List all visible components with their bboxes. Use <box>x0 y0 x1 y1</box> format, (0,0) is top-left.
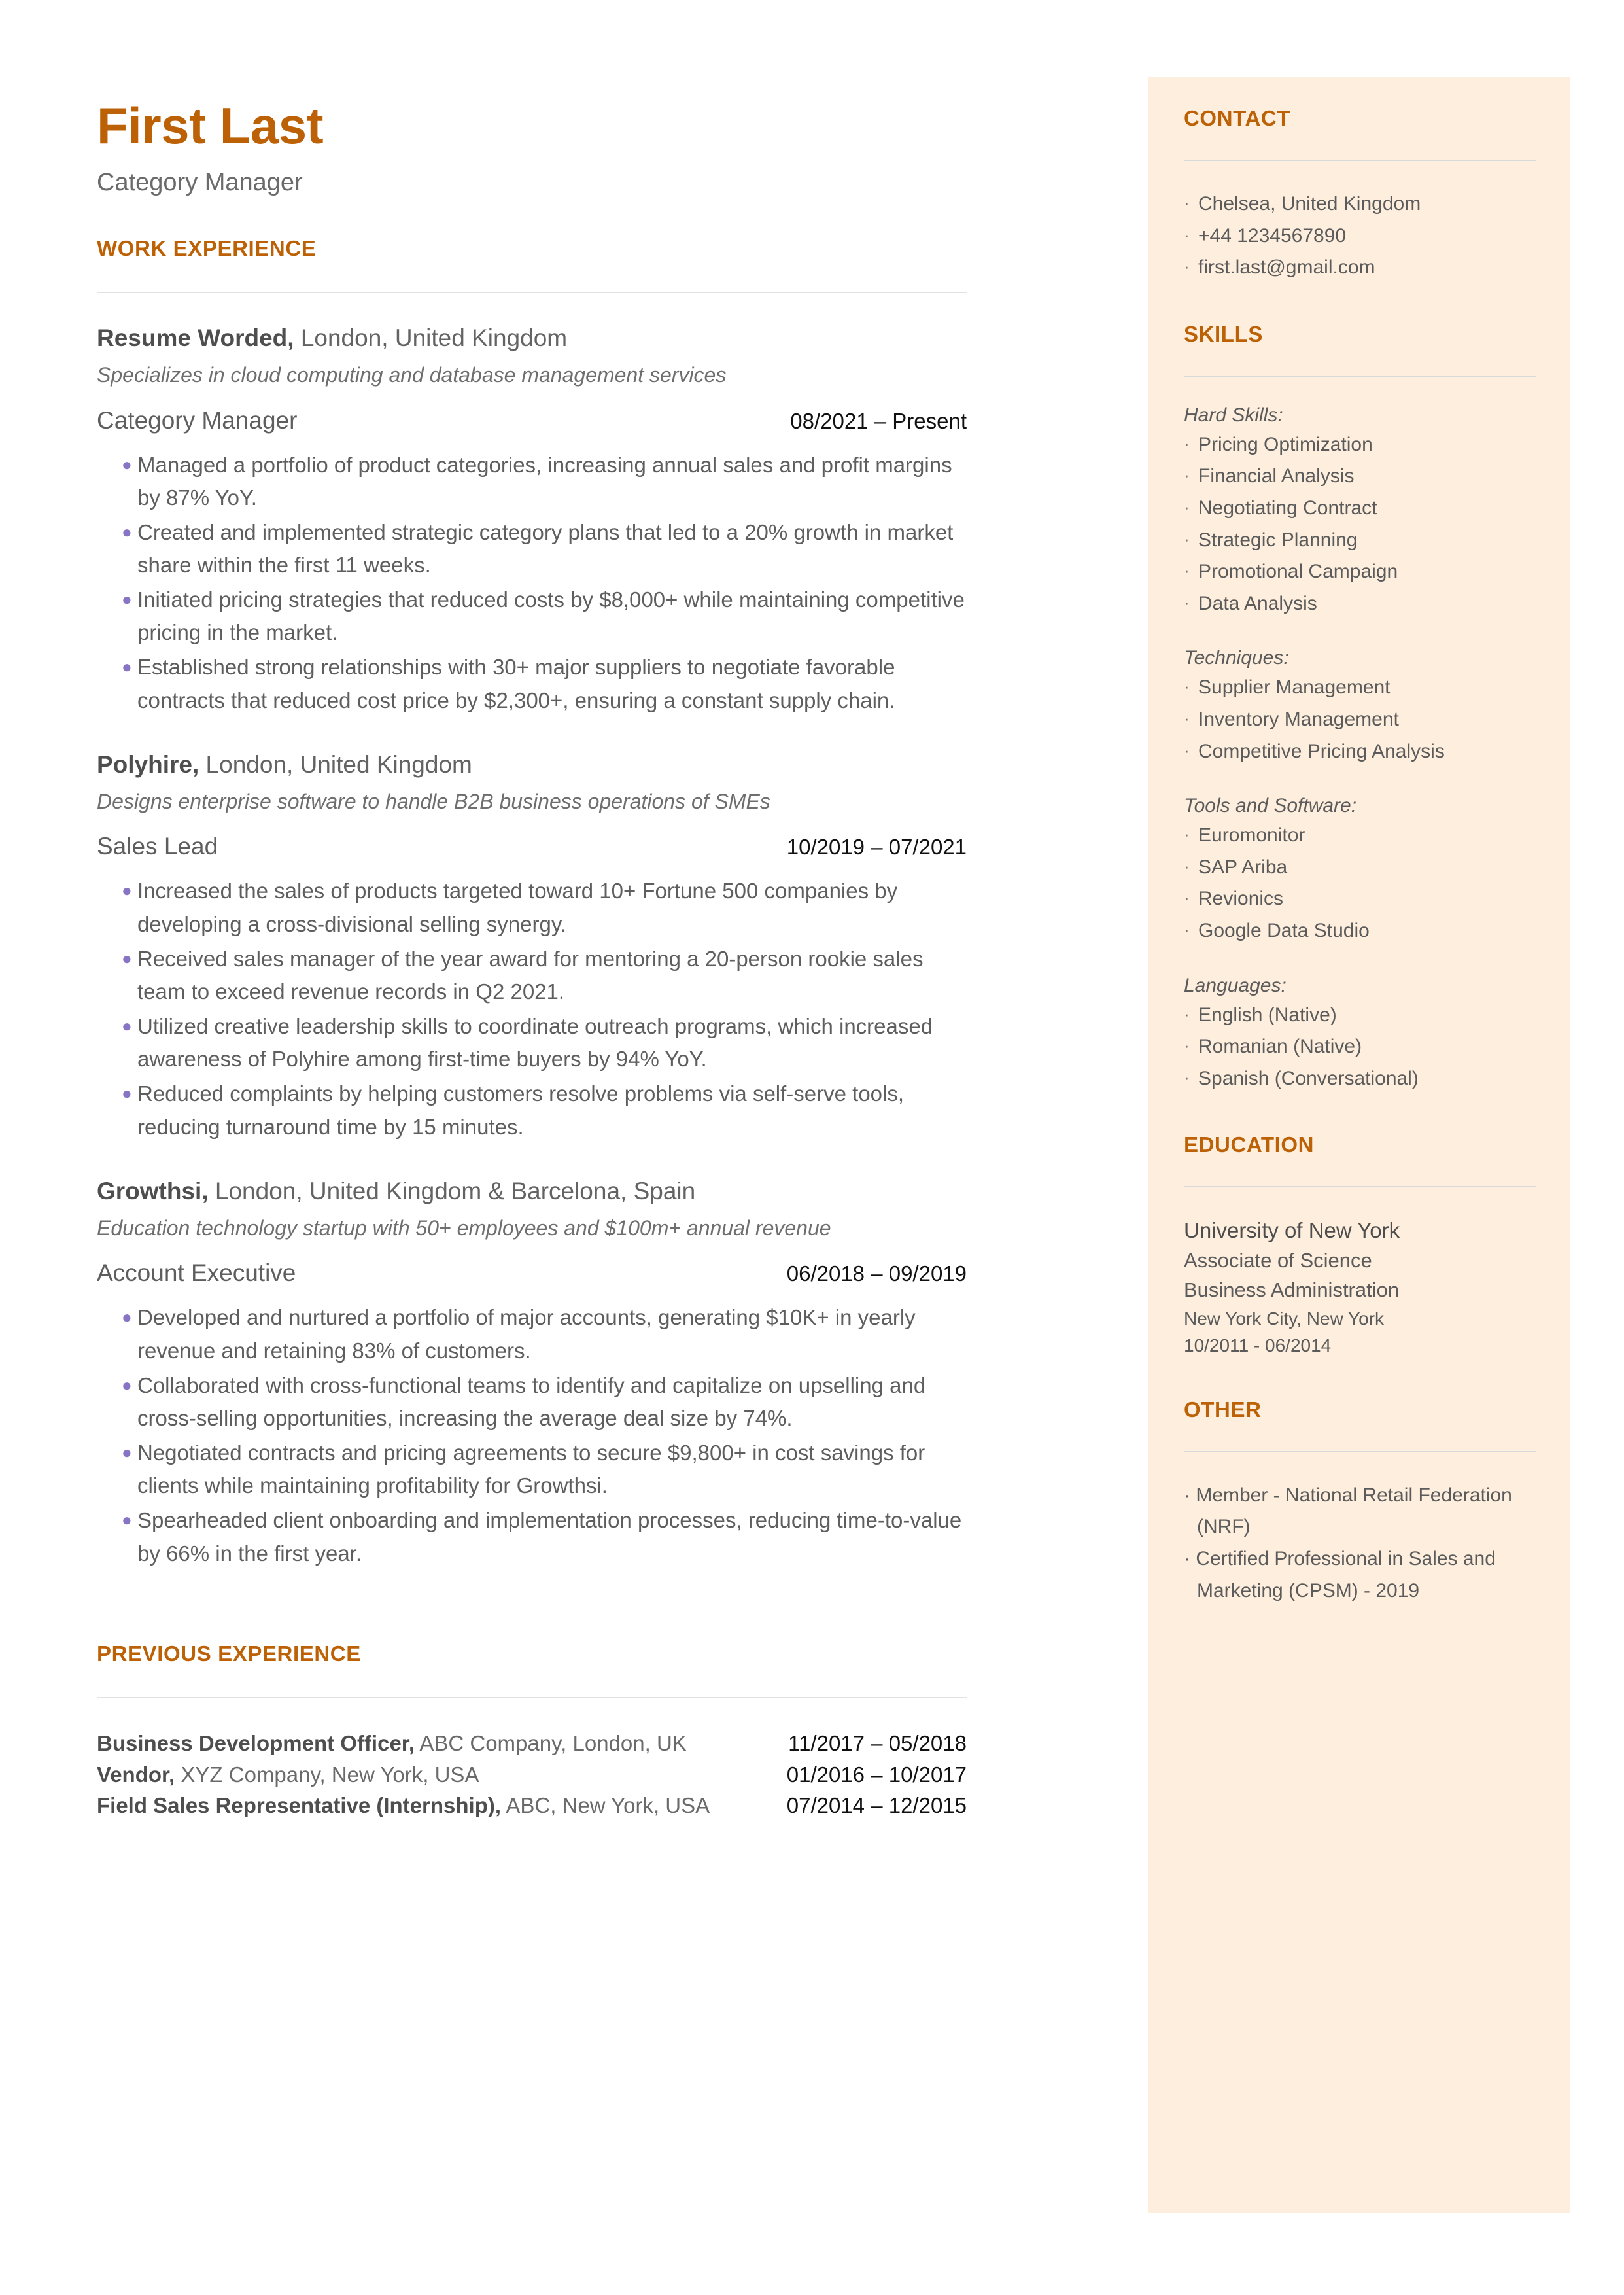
skill-item <box>1184 525 1536 557</box>
job-company-name: Resume Worded, <box>97 324 294 351</box>
previous-experience-detail: ABC Company, London, UK <box>415 1730 687 1755</box>
skill-item <box>1184 493 1536 525</box>
job-company-name: Growthsi, <box>97 1177 209 1204</box>
bullet-icon: ● <box>122 1307 132 1327</box>
bullet-icon: ● <box>122 948 132 968</box>
skill-item-label: Promotional Campaign <box>1198 561 1398 583</box>
other-list <box>1184 1480 1536 1607</box>
bullet-icon: ● <box>122 589 132 610</box>
job-entry <box>97 323 967 749</box>
job-entry <box>97 749 967 1176</box>
bullet-icon: · <box>1184 465 1190 485</box>
skills-group <box>1184 404 1536 620</box>
contact-section <box>1184 106 1536 284</box>
job-bullet <box>97 1437 967 1502</box>
skills-group-label: Tools and Software: <box>1184 795 1357 817</box>
job-role-row <box>97 1259 967 1287</box>
bullet-icon: · <box>1184 740 1190 760</box>
job-company-line <box>97 749 967 781</box>
job-bullet <box>97 449 967 514</box>
bullet-icon: · <box>1184 676 1190 697</box>
skills-divider <box>1184 376 1536 377</box>
skill-item <box>1184 672 1536 704</box>
work-experience-list <box>97 323 967 1602</box>
skill-item-label: Revionics <box>1198 888 1284 910</box>
skill-item <box>1184 1063 1536 1095</box>
previous-experience-heading: PREVIOUS EXPERIENCE <box>97 1641 361 1666</box>
job-bullet-text: Created and implemented strategic category plans that led to a 20% growth in market share within the first 11 weeks. <box>137 519 954 577</box>
contact-item-label: +44 1234567890 <box>1198 224 1347 247</box>
work-experience-divider <box>97 292 967 293</box>
previous-experience-dates: 11/2017 – 05/2018 <box>788 1730 967 1755</box>
spacer <box>97 1572 967 1602</box>
job-bullet-list <box>97 875 967 1143</box>
job-bullet-text: Utilized creative leadership skills to coordinate outreach programs, which increased awareness of Polyhire among first-time buyers by 94% YoY. <box>137 1014 933 1072</box>
spacer <box>1184 767 1536 795</box>
job-bullet <box>97 1301 967 1367</box>
bullet-icon: ● <box>122 657 132 677</box>
skills-group <box>1184 975 1536 1095</box>
skill-item-label: Inventory Management <box>1198 708 1399 730</box>
skill-item <box>1184 556 1536 588</box>
bullet-icon: · <box>1184 1067 1190 1087</box>
spacer <box>97 1146 967 1176</box>
page-title: First Last <box>97 97 324 154</box>
job-entry <box>97 1176 967 1602</box>
job-bullet-text: Collaborated with cross-functional teams to identify and capitalize on upselling and cross-selling opportunities, increasing the average deal size by 74%. <box>137 1373 926 1430</box>
previous-experience-row <box>97 1759 967 1791</box>
bullet-icon: · <box>1184 561 1190 581</box>
job-bullet-list <box>97 449 967 717</box>
skill-item <box>1184 588 1536 620</box>
education-degree: Associate of Science <box>1184 1249 1372 1272</box>
headline: Category Manager <box>97 168 303 196</box>
job-company-location: London, United Kingdom & Barcelona, Spain <box>208 1177 696 1204</box>
bullet-icon: · <box>1184 433 1190 453</box>
job-bullet-text: Managed a portfolio of product categories, increasing annual sales and profit margins by 87% YoY. <box>137 452 952 510</box>
sidebar <box>1148 77 1570 2213</box>
skill-item-label: English (Native) <box>1198 1004 1337 1026</box>
contact-list <box>1184 188 1536 284</box>
work-experience-heading: WORK EXPERIENCE <box>97 236 317 260</box>
job-bullet-text: Developed and nurtured a portfolio of major accounts, generating $10K+ in yearly revenue and retaining 83% of customers. <box>137 1305 916 1363</box>
skill-item <box>1184 1000 1536 1032</box>
contact-item-label: first.last@gmail.com <box>1198 256 1375 279</box>
bullet-icon: · <box>1184 824 1190 845</box>
job-role-dates: 06/2018 – 09/2019 <box>786 1261 967 1286</box>
bullet-icon: ● <box>122 1510 132 1530</box>
skill-item <box>1184 461 1536 493</box>
spacer <box>1184 1359 1536 1397</box>
skill-item-label: Google Data Studio <box>1198 919 1370 941</box>
job-company-location: London, United Kingdom <box>294 324 568 351</box>
job-company-location: London, United Kingdom <box>199 750 472 778</box>
education-section <box>1184 1132 1536 1359</box>
education-field: Business Administration <box>1184 1278 1400 1302</box>
job-role-dates: 08/2021 – Present <box>790 408 967 433</box>
job-company-description: Designs enterprise software to handle B2B business operations of SMEs <box>97 789 770 813</box>
bullet-icon: · <box>1184 1036 1190 1056</box>
contact-divider <box>1184 160 1536 161</box>
job-bullet <box>97 943 967 1008</box>
job-bullet <box>97 651 967 716</box>
previous-experience-title: Field Sales Representative (Internship), <box>97 1793 502 1818</box>
previous-experience-list <box>97 1728 967 1822</box>
skill-item-label: Competitive Pricing Analysis <box>1198 740 1445 762</box>
previous-experience-title-detail <box>97 1790 787 1821</box>
job-bullet <box>97 1504 967 1569</box>
job-role-row <box>97 833 967 860</box>
skills-group-list <box>1184 672 1536 767</box>
bullet-icon: · <box>1184 919 1190 939</box>
previous-experience-detail: XYZ Company, New York, USA <box>175 1762 479 1787</box>
contact-item-label: Chelsea, United Kingdom <box>1198 193 1421 215</box>
other-section <box>1184 1397 1536 1607</box>
job-role-title: Account Executive <box>97 1259 296 1287</box>
job-role-row <box>97 407 967 434</box>
skill-item-label: SAP Ariba <box>1198 856 1288 878</box>
bullet-icon: ● <box>122 521 132 542</box>
skill-item <box>1184 736 1536 768</box>
other-item: · Member - National Retail Federation (NRF) <box>1184 1484 1512 1538</box>
skill-item-label: Pricing Optimization <box>1198 433 1373 455</box>
bullet-icon: ● <box>122 1083 132 1104</box>
other-item: · Certified Professional in Sales and Marketing (CPSM) - 2019 <box>1184 1548 1496 1602</box>
education-dates: 10/2011 - 06/2014 <box>1184 1335 1332 1356</box>
skills-group-label: Hard Skills: <box>1184 404 1283 426</box>
skills-heading: SKILLS <box>1184 321 1263 346</box>
contact-item <box>1184 252 1536 284</box>
skills-group-label: Languages: <box>1184 974 1287 996</box>
previous-experience-title-detail <box>97 1728 788 1759</box>
skill-item <box>1184 883 1536 915</box>
bullet-icon: · <box>1184 856 1190 876</box>
bullet-icon: ● <box>122 454 132 474</box>
bullet-icon: ● <box>122 1375 132 1395</box>
spacer <box>1184 284 1536 322</box>
previous-experience-divider <box>97 1697 967 1698</box>
skill-item <box>1184 820 1536 852</box>
previous-experience-dates: 07/2014 – 12/2015 <box>786 1793 967 1818</box>
job-role-dates: 10/2019 – 07/2021 <box>786 835 967 860</box>
bullet-icon: ● <box>122 1443 132 1463</box>
contact-item <box>1184 220 1536 253</box>
skills-group-list <box>1184 429 1536 620</box>
job-role-title: Category Manager <box>97 406 298 434</box>
previous-experience-title: Vendor, <box>97 1762 175 1787</box>
spacer <box>1184 620 1536 647</box>
skills-group <box>1184 647 1536 767</box>
job-company-name: Polyhire, <box>97 750 199 778</box>
skills-group-list <box>1184 1000 1536 1095</box>
job-bullet-text: Reduced complaints by helping customers resolve problems via self-serve tools, reducing turnaround time by 15 minutes. <box>137 1081 905 1139</box>
education-divider <box>1184 1186 1536 1187</box>
skill-item-label: Spanish (Conversational) <box>1198 1067 1419 1089</box>
previous-experience-dates: 01/2016 – 10/2017 <box>786 1762 967 1787</box>
contact-item <box>1184 188 1536 220</box>
bullet-icon: ● <box>122 881 132 901</box>
bullet-icon: · <box>1184 256 1190 277</box>
skill-item <box>1184 915 1536 947</box>
job-company-description: Education technology startup with 50+ employees and $100m+ annual revenue <box>97 1216 831 1240</box>
bullet-icon: · <box>1184 888 1190 908</box>
bullet-icon: · <box>1184 592 1190 612</box>
main-column <box>97 98 967 1821</box>
skill-item <box>1184 852 1536 884</box>
bullet-icon: · <box>1184 708 1190 728</box>
job-bullet <box>97 584 967 649</box>
job-bullet-text: Initiated pricing strategies that reduced costs by $8,000+ while maintaining competitive pricing in the market. <box>137 587 965 645</box>
previous-experience-detail: ABC, New York, USA <box>501 1793 710 1818</box>
job-bullet <box>97 1010 967 1076</box>
spacer <box>1184 947 1536 975</box>
spacer <box>1184 1095 1536 1132</box>
skill-item-label: Negotiating Contract <box>1198 497 1377 519</box>
skills-group-label: Techniques: <box>1184 647 1289 669</box>
other-heading: OTHER <box>1184 1397 1262 1422</box>
education-school: University of New York <box>1184 1218 1400 1243</box>
bullet-icon: ● <box>122 1016 132 1036</box>
skill-item <box>1184 429 1536 461</box>
skill-item-label: Romanian (Native) <box>1198 1036 1362 1058</box>
bullet-icon: · <box>1184 1004 1190 1024</box>
skills-section <box>1184 322 1536 1095</box>
job-company-line <box>97 1176 967 1208</box>
job-role-title: Sales Lead <box>97 833 218 860</box>
previous-experience-row <box>97 1790 967 1821</box>
job-bullet-text: Spearheaded client onboarding and implementation processes, reducing time-to-value by 66% in the first year. <box>137 1508 962 1566</box>
skill-item <box>1184 704 1536 736</box>
job-bullet-text: Negotiated contracts and pricing agreements to secure $9,800+ in cost savings for clients while maintaining profitability for Growthsi. <box>137 1441 925 1498</box>
skill-item-label: Strategic Planning <box>1198 529 1358 551</box>
job-bullet-text: Established strong relationships with 30+ major suppliers to negotiate favorable contracts that reduced cost price by $2,300+, ensuring a constant supply chain. <box>137 655 895 712</box>
previous-experience-title-detail <box>97 1759 787 1791</box>
job-bullet <box>97 516 967 582</box>
job-bullet-list <box>97 1301 967 1569</box>
job-bullet <box>97 875 967 940</box>
bullet-icon: · <box>1184 193 1190 213</box>
bullet-icon: · <box>1184 224 1190 245</box>
spacer <box>97 719 967 749</box>
other-divider <box>1184 1451 1536 1452</box>
job-bullet <box>97 1077 967 1143</box>
skills-groups <box>1184 404 1536 1095</box>
skills-group-list <box>1184 820 1536 947</box>
skill-item-label: Supplier Management <box>1198 676 1391 699</box>
previous-experience-title: Business Development Officer, <box>97 1730 415 1755</box>
education-location: New York City, New York <box>1184 1308 1385 1329</box>
skill-item-label: Financial Analysis <box>1198 465 1355 487</box>
previous-experience-row <box>97 1728 967 1759</box>
job-bullet-text: Increased the sales of products targeted toward 10+ Fortune 500 companies by developing a cross-divisional selling synergy. <box>137 879 898 936</box>
job-bullet <box>97 1369 967 1435</box>
bullet-icon: · <box>1184 497 1190 517</box>
bullet-icon: · <box>1184 529 1190 549</box>
skills-group <box>1184 795 1536 947</box>
job-company-line <box>97 323 967 355</box>
skill-item-label: Euromonitor <box>1198 824 1305 847</box>
job-company-description: Specializes in cloud computing and database management services <box>97 362 727 387</box>
job-bullet-text: Received sales manager of the year award for mentoring a 20-person rookie sales team to exceed revenue records in Q2 2021. <box>137 946 924 1004</box>
education-heading: EDUCATION <box>1184 1132 1315 1157</box>
contact-heading: CONTACT <box>1184 106 1291 130</box>
skill-item <box>1184 1031 1536 1063</box>
skill-item-label: Data Analysis <box>1198 592 1317 614</box>
